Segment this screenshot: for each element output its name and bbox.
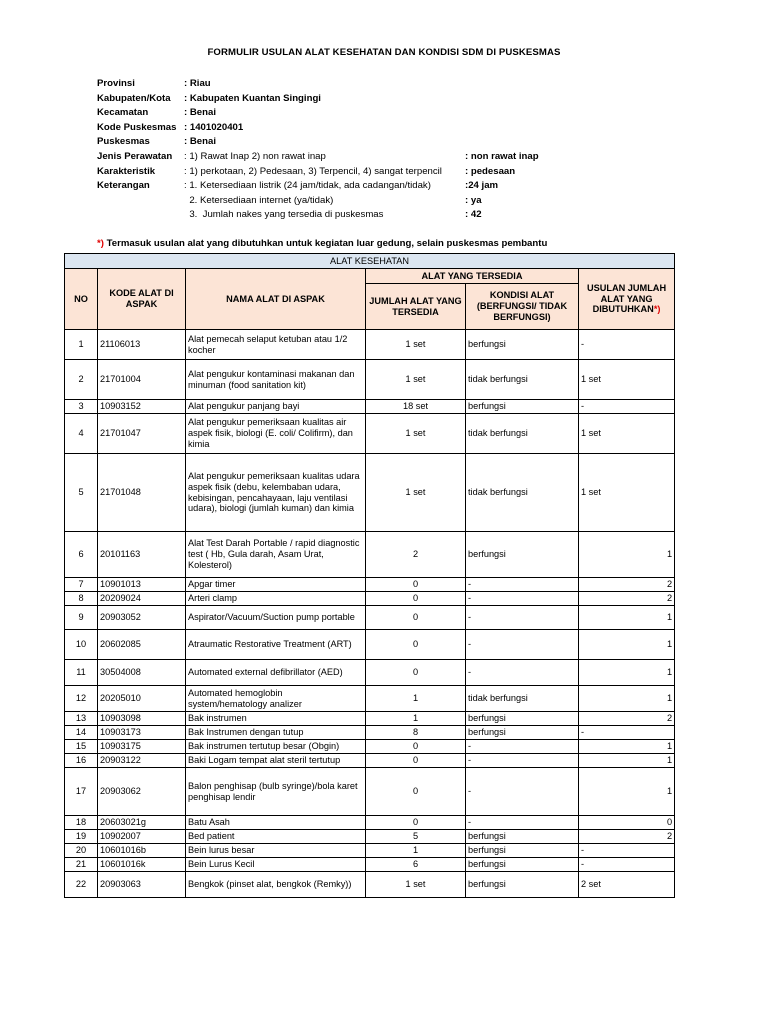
cell-request: 0 bbox=[579, 816, 675, 830]
cell-no: 5 bbox=[65, 454, 98, 532]
cell-condition: berfungsi bbox=[466, 400, 579, 414]
cell-name: Alat Test Darah Portable / rapid diagnostic test ( Hb, Gula darah, Asam Urat, Kolesterol) bbox=[186, 532, 366, 578]
table-row bbox=[65, 454, 675, 532]
cell-qty: 0 bbox=[366, 592, 466, 606]
cell-name: Alat pengukur panjang bayi bbox=[186, 400, 366, 414]
header-request-label: USULAN JUMLAH ALAT YANG DIBUTUHKAN bbox=[586, 282, 667, 315]
cell-name: Alat pengukur kontaminasi makanan dan minuman (food sanitation kit) bbox=[186, 360, 366, 400]
cell-code: 10903173 bbox=[98, 726, 186, 740]
info-value: : 1) Rawat Inap 2) non rawat inap bbox=[184, 150, 326, 162]
cell-request: 2 bbox=[579, 578, 675, 592]
table-row bbox=[65, 768, 675, 816]
cell-condition: tidak berfungsi bbox=[466, 454, 579, 532]
cell-no: 8 bbox=[65, 592, 98, 606]
cell-no: 3 bbox=[65, 400, 98, 414]
cell-name: Bein Lurus Kecil bbox=[186, 858, 366, 872]
cell-name: Bein lurus besar bbox=[186, 844, 366, 858]
cell-code: 21106013 bbox=[98, 330, 186, 360]
cell-condition: berfungsi bbox=[466, 872, 579, 898]
cell-request: 2 bbox=[579, 592, 675, 606]
cell-qty: 2 bbox=[366, 532, 466, 578]
cell-condition: berfungsi bbox=[466, 844, 579, 858]
cell-no: 17 bbox=[65, 768, 98, 816]
table-row bbox=[65, 754, 675, 768]
cell-condition: berfungsi bbox=[466, 712, 579, 726]
cell-code: 20603021g bbox=[98, 816, 186, 830]
info-value: : Benai bbox=[184, 107, 216, 119]
cell-condition: tidak berfungsi bbox=[466, 360, 579, 400]
table-row bbox=[65, 592, 675, 606]
cell-code: 10903175 bbox=[98, 740, 186, 754]
table-row bbox=[65, 660, 675, 686]
info-label: Karakteristik bbox=[97, 165, 156, 177]
cell-condition: - bbox=[466, 768, 579, 816]
document-title: FORMULIR USULAN ALAT KESEHATAN DAN KONDISI SDM DI PUSKESMAS bbox=[207, 47, 561, 58]
cell-code: 10901013 bbox=[98, 578, 186, 592]
cell-code: 21701048 bbox=[98, 454, 186, 532]
cell-qty: 0 bbox=[366, 630, 466, 660]
cell-qty: 18 set bbox=[366, 400, 466, 414]
cell-name: Bak Instrumen dengan tutup bbox=[186, 726, 366, 740]
cell-name: Balon penghisap (bulb syringe)/bola karet penghisap lendir bbox=[186, 768, 366, 816]
cell-code: 30504008 bbox=[98, 660, 186, 686]
cell-no: 18 bbox=[65, 816, 98, 830]
cell-condition: - bbox=[466, 606, 579, 630]
table-row bbox=[65, 858, 675, 872]
cell-qty: 1 set bbox=[366, 454, 466, 532]
cell-no: 21 bbox=[65, 858, 98, 872]
cell-qty: 0 bbox=[366, 606, 466, 630]
info-label: Kode Puskesmas bbox=[97, 121, 177, 133]
cell-request: - bbox=[579, 726, 675, 740]
cell-condition: berfungsi bbox=[466, 330, 579, 360]
cell-request: 1 bbox=[579, 606, 675, 630]
cell-request: 1 bbox=[579, 686, 675, 712]
header-code: KODE ALAT DI ASPAK bbox=[98, 269, 186, 330]
cell-qty: 1 set bbox=[366, 360, 466, 400]
cell-name: Automated external defibrillator (AED) bbox=[186, 660, 366, 686]
cell-condition: - bbox=[466, 740, 579, 754]
table-row bbox=[65, 360, 675, 400]
cell-condition: - bbox=[466, 592, 579, 606]
cell-no: 16 bbox=[65, 754, 98, 768]
cell-name: Alat pengukur pemeriksaan kualitas udara aspek fisik (debu, kelembaban udara, kebisingan, pencahayaan, laju ventilasi udara), biologi (jumlah kuman) dan kimia bbox=[186, 454, 366, 532]
table-row bbox=[65, 830, 675, 844]
cell-condition: berfungsi bbox=[466, 858, 579, 872]
cell-name: Bak instrumen tertutup besar (Obgin) bbox=[186, 740, 366, 754]
cell-code: 21701047 bbox=[98, 414, 186, 454]
table-row bbox=[65, 844, 675, 858]
header-available: ALAT YANG TERSEDIA bbox=[366, 269, 579, 284]
info-value: : 1401020401 bbox=[184, 121, 244, 133]
cell-request: 1 bbox=[579, 630, 675, 660]
cell-name: Bengkok (pinset alat, bengkok (Remky)) bbox=[186, 872, 366, 898]
cell-name: Aspirator/Vacuum/Suction pump portable bbox=[186, 606, 366, 630]
cell-name: Apgar timer bbox=[186, 578, 366, 592]
table-row bbox=[65, 630, 675, 660]
info-answer: : pedesaan bbox=[465, 165, 516, 177]
equipment-table bbox=[64, 253, 675, 898]
cell-no: 15 bbox=[65, 740, 98, 754]
info-value: : 1. Ketersediaan listrik (24 jam/tidak, ada cadangan/tidak) bbox=[184, 180, 431, 192]
cell-qty: 1 bbox=[366, 844, 466, 858]
info-value: : Riau bbox=[184, 78, 211, 89]
cell-request: 1 bbox=[579, 532, 675, 578]
table-row bbox=[65, 686, 675, 712]
cell-qty: 0 bbox=[366, 816, 466, 830]
info-value: 2. Ketersediaan internet (ya/tidak) bbox=[184, 194, 334, 206]
cell-condition: - bbox=[466, 754, 579, 768]
footnote-text: Termasuk usulan alat yang dibutuhkan untuk kegiatan luar gedung, selain puskesmas pembantu bbox=[103, 238, 548, 249]
info-label: Puskesmas bbox=[97, 136, 150, 148]
header-name: NAMA ALAT DI ASPAK bbox=[186, 269, 366, 330]
table-row bbox=[65, 726, 675, 740]
cell-request: 1 set bbox=[579, 454, 675, 532]
cell-no: 14 bbox=[65, 726, 98, 740]
cell-qty: 1 set bbox=[366, 414, 466, 454]
header-no: NO bbox=[65, 269, 98, 330]
cell-no: 6 bbox=[65, 532, 98, 578]
info-value: : Kabupaten Kuantan Singingi bbox=[184, 92, 321, 104]
table-row bbox=[65, 578, 675, 592]
cell-code: 20903062 bbox=[98, 768, 186, 816]
cell-qty: 0 bbox=[366, 754, 466, 768]
cell-qty: 5 bbox=[366, 830, 466, 844]
header-condition: KONDISI ALAT (BERFUNGSI/ TIDAK BERFUNGSI) bbox=[466, 284, 579, 330]
cell-qty: 0 bbox=[366, 768, 466, 816]
cell-no: 2 bbox=[65, 360, 98, 400]
table-row bbox=[65, 400, 675, 414]
cell-code: 20903122 bbox=[98, 754, 186, 768]
cell-qty: 1 set bbox=[366, 872, 466, 898]
cell-request: 1 set bbox=[579, 414, 675, 454]
cell-request: 1 set bbox=[579, 360, 675, 400]
header-qty: JUMLAH ALAT YANG TERSEDIA bbox=[366, 284, 466, 330]
cell-code: 21701004 bbox=[98, 360, 186, 400]
cell-qty: 1 bbox=[366, 712, 466, 726]
cell-condition: berfungsi bbox=[466, 830, 579, 844]
table-row bbox=[65, 606, 675, 630]
info-label: Provinsi bbox=[97, 78, 135, 89]
cell-request: - bbox=[579, 400, 675, 414]
cell-code: 20101163 bbox=[98, 532, 186, 578]
info-answer: : 42 bbox=[465, 209, 482, 221]
footnote bbox=[97, 238, 547, 249]
cell-request: 1 bbox=[579, 660, 675, 686]
cell-request: 1 bbox=[579, 754, 675, 768]
cell-name: Alat pemecah selaput ketuban atau 1/2 kocher bbox=[186, 330, 366, 360]
cell-code: 20903063 bbox=[98, 872, 186, 898]
info-answer: :24 jam bbox=[465, 180, 499, 192]
table-row bbox=[65, 816, 675, 830]
cell-qty: 6 bbox=[366, 858, 466, 872]
section-header: ALAT KESEHATAN bbox=[65, 254, 675, 269]
cell-no: 1 bbox=[65, 330, 98, 360]
cell-code: 10903098 bbox=[98, 712, 186, 726]
info-value: : Benai bbox=[184, 136, 216, 148]
info-label: Kecamatan bbox=[97, 107, 149, 119]
cell-name: Atraumatic Restorative Treatment (ART) bbox=[186, 630, 366, 660]
cell-code: 10903152 bbox=[98, 400, 186, 414]
cell-qty: 0 bbox=[366, 578, 466, 592]
cell-qty: 8 bbox=[366, 726, 466, 740]
cell-request: 1 bbox=[579, 768, 675, 816]
info-value: : 1) perkotaan, 2) Pedesaan, 3) Terpencil, 4) sangat terpencil bbox=[184, 165, 442, 177]
cell-no: 12 bbox=[65, 686, 98, 712]
cell-request: - bbox=[579, 844, 675, 858]
info-value: 3. Jumlah nakes yang tersedia di puskesmas bbox=[184, 209, 384, 221]
cell-request: - bbox=[579, 330, 675, 360]
table-row bbox=[65, 740, 675, 754]
cell-qty: 0 bbox=[366, 660, 466, 686]
cell-no: 7 bbox=[65, 578, 98, 592]
cell-no: 13 bbox=[65, 712, 98, 726]
info-label: Keterangan bbox=[97, 180, 150, 192]
cell-name: Automated hemoglobin system/hematology analizer bbox=[186, 686, 366, 712]
cell-condition: berfungsi bbox=[466, 726, 579, 740]
cell-name: Alat pengukur pemeriksaan kualitas air aspek fisik, biologi (E. coli/ Colifirm), dan kimia bbox=[186, 414, 366, 454]
table-row bbox=[65, 872, 675, 898]
cell-no: 11 bbox=[65, 660, 98, 686]
table-row bbox=[65, 414, 675, 454]
cell-code: 10902007 bbox=[98, 830, 186, 844]
cell-qty: 1 set bbox=[366, 330, 466, 360]
header-request-marker: *) bbox=[653, 304, 661, 315]
cell-no: 9 bbox=[65, 606, 98, 630]
cell-code: 10601016k bbox=[98, 858, 186, 872]
cell-request: 2 set bbox=[579, 872, 675, 898]
info-answer: : non rawat inap bbox=[465, 150, 539, 162]
cell-name: Baki Logam tempat alat steril tertutup bbox=[186, 754, 366, 768]
cell-name: Arteri clamp bbox=[186, 592, 366, 606]
info-label: Jenis Perawatan bbox=[97, 150, 173, 162]
cell-request: 1 bbox=[579, 740, 675, 754]
info-answer: : ya bbox=[465, 194, 482, 206]
cell-condition: tidak berfungsi bbox=[466, 686, 579, 712]
cell-request: 2 bbox=[579, 712, 675, 726]
cell-code: 20205010 bbox=[98, 686, 186, 712]
cell-name: Bed patient bbox=[186, 830, 366, 844]
footnote-marker: *) bbox=[97, 238, 104, 249]
cell-request: - bbox=[579, 858, 675, 872]
cell-condition: - bbox=[466, 630, 579, 660]
cell-code: 20903052 bbox=[98, 606, 186, 630]
table-row bbox=[65, 712, 675, 726]
cell-condition: berfungsi bbox=[466, 532, 579, 578]
cell-code: 20602085 bbox=[98, 630, 186, 660]
table-row bbox=[65, 532, 675, 578]
cell-condition: - bbox=[466, 660, 579, 686]
cell-code: 10601016b bbox=[98, 844, 186, 858]
cell-no: 20 bbox=[65, 844, 98, 858]
cell-code: 20209024 bbox=[98, 592, 186, 606]
header-request bbox=[579, 269, 675, 330]
cell-name: Bak instrumen bbox=[186, 712, 366, 726]
cell-condition: - bbox=[466, 816, 579, 830]
cell-name: Batu Asah bbox=[186, 816, 366, 830]
cell-no: 19 bbox=[65, 830, 98, 844]
cell-no: 4 bbox=[65, 414, 98, 454]
cell-no: 22 bbox=[65, 872, 98, 898]
cell-condition: - bbox=[466, 578, 579, 592]
table-row bbox=[65, 330, 675, 360]
cell-qty: 0 bbox=[366, 740, 466, 754]
info-label: Kabupaten/Kota bbox=[97, 92, 171, 104]
cell-no: 10 bbox=[65, 630, 98, 660]
cell-qty: 1 bbox=[366, 686, 466, 712]
cell-request: 2 bbox=[579, 830, 675, 844]
cell-condition: tidak berfungsi bbox=[466, 414, 579, 454]
